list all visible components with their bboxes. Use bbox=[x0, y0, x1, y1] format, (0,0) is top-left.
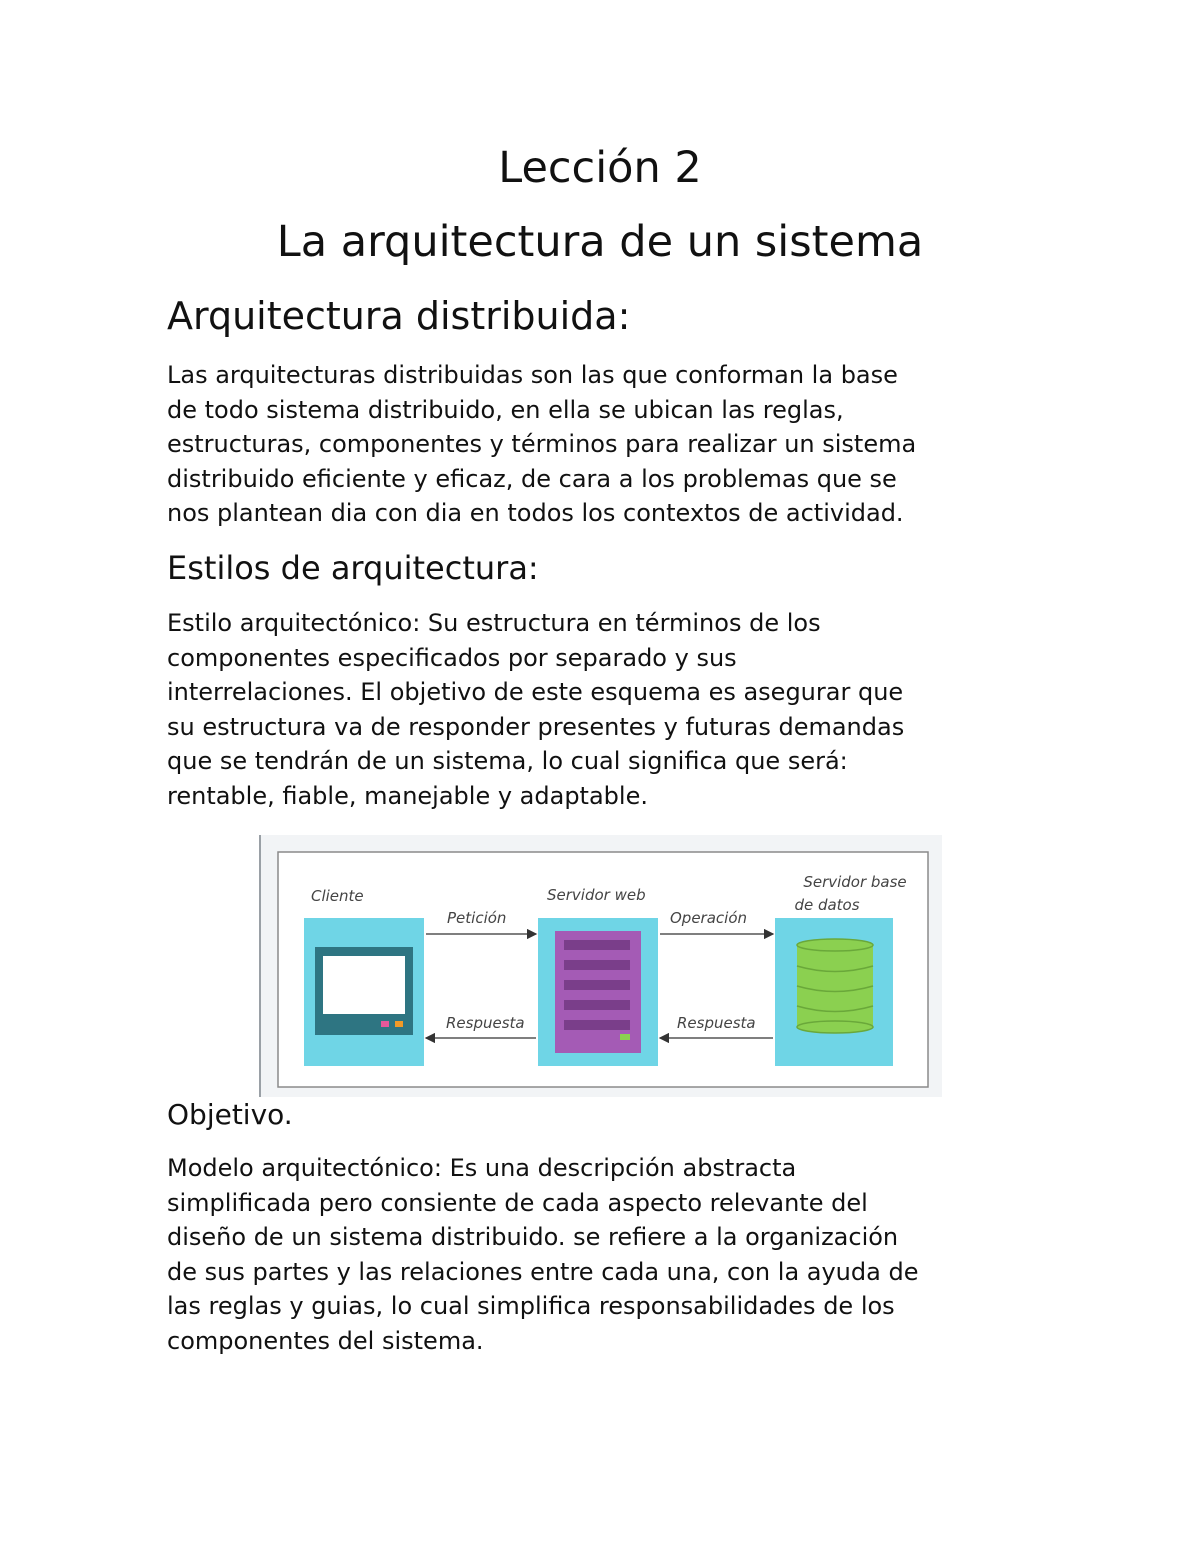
paragraph-line: rentable, fiable, manejable y adaptable. bbox=[167, 781, 648, 810]
client-label: Cliente bbox=[311, 887, 364, 905]
paragraph-styles bbox=[167, 606, 1047, 814]
db-server-label-line2: de datos bbox=[794, 896, 860, 914]
web-server-label: Servidor web bbox=[547, 886, 646, 904]
paragraph-objective bbox=[167, 1151, 1047, 1359]
paragraph-line: que se tendrán de un sistema, lo cual significa que será: bbox=[167, 747, 848, 776]
monitor-icon bbox=[315, 947, 413, 1035]
paragraph-line: las reglas y guias, lo cual simplifica responsabilidades de los bbox=[167, 1292, 895, 1321]
section-heading-styles: Estilos de arquitectura: bbox=[167, 549, 539, 587]
db-server-label-line1: Servidor base bbox=[803, 873, 907, 891]
request-label: Petición bbox=[447, 909, 507, 927]
paragraph-line: distribuido eficiente y eficaz, de cara a los problemas que se bbox=[167, 464, 897, 493]
paragraph-line: componentes especificados por separado y sus bbox=[167, 643, 737, 672]
paragraph-line: Estilo arquitectónico: Su estructura en términos de los bbox=[167, 609, 821, 637]
paragraph-line: componentes del sistema. bbox=[167, 1326, 484, 1355]
paragraph-line: Las arquitecturas distribuidas son las que conforman la base bbox=[167, 361, 898, 389]
response-label-left: Respuesta bbox=[446, 1014, 525, 1032]
paragraph-line: estructuras, componentes y términos para realizar un sistema bbox=[167, 430, 917, 459]
lesson-title: Lección 2 bbox=[498, 143, 702, 193]
operation-label: Operación bbox=[670, 909, 748, 927]
paragraph-line: su estructura va de responder presentes y futuras demandas bbox=[167, 712, 905, 741]
paragraph-line: nos plantean dia con dia en todos los contextos de actividad. bbox=[167, 499, 904, 528]
paragraph-distributed bbox=[167, 358, 1047, 531]
response-label-right: Respuesta bbox=[677, 1014, 756, 1032]
section-heading-distributed: Arquitectura distribuida: bbox=[167, 294, 631, 338]
architecture-diagram bbox=[259, 835, 942, 1097]
paragraph-line: de todo sistema distribuido, en ella se ubican las reglas, bbox=[167, 395, 844, 424]
server-rack-icon bbox=[555, 931, 641, 1053]
lesson-subtitle: La arquitectura de un sistema bbox=[276, 217, 924, 267]
section-heading-objective: Objetivo. bbox=[167, 1098, 293, 1131]
paragraph-line: diseño de un sistema distribuido. se refiere a la organización bbox=[167, 1223, 899, 1252]
paragraph-line: Modelo arquitectónico: Es una descripción abstracta bbox=[167, 1154, 797, 1182]
paragraph-line: interrelaciones. El objetivo de este esquema es asegurar que bbox=[167, 678, 904, 707]
paragraph-line: de sus partes y las relaciones entre cada una, con la ayuda de bbox=[167, 1257, 919, 1286]
database-icon bbox=[797, 939, 873, 1033]
paragraph-line: simplificada pero consiente de cada aspecto relevante del bbox=[167, 1188, 868, 1217]
